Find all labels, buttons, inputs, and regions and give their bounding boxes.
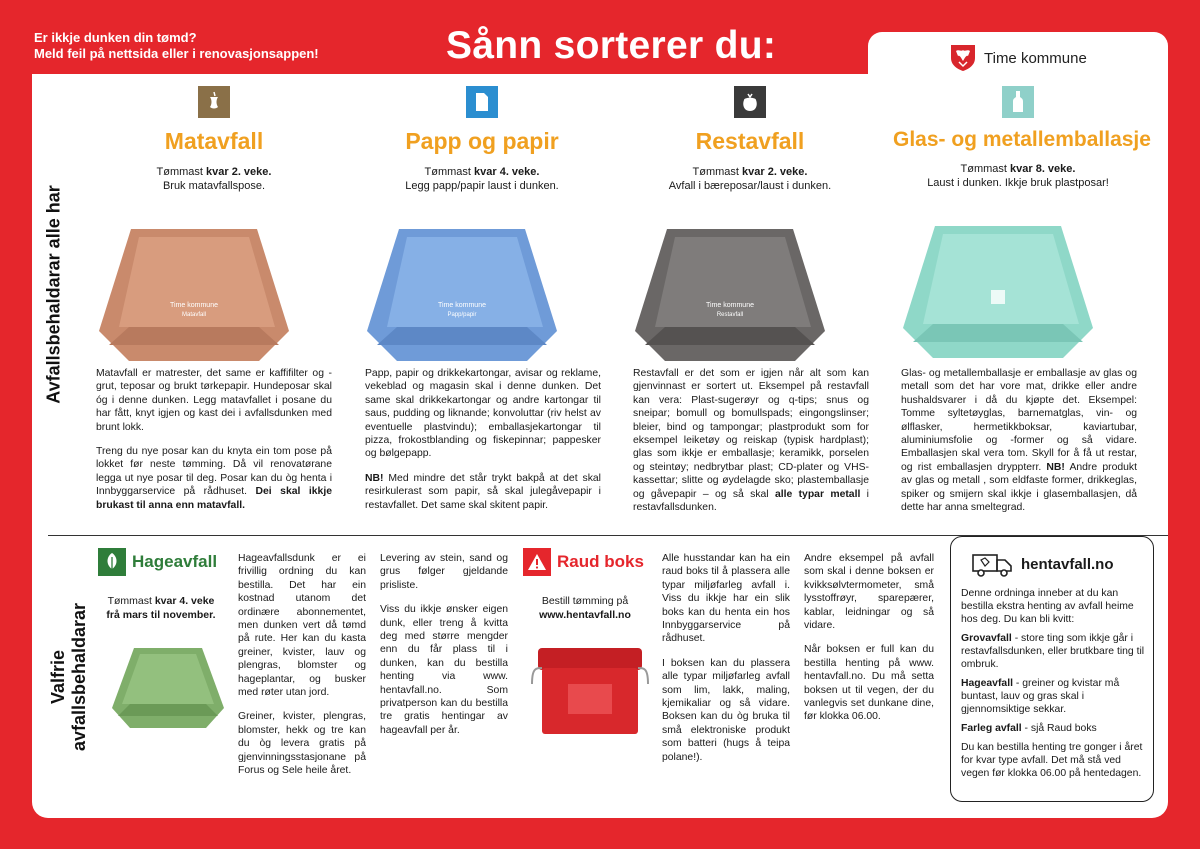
freq-prefix: Tømmast (692, 166, 743, 178)
bottle-icon (1002, 86, 1034, 118)
leaf-icon (98, 548, 126, 576)
category-frequency (893, 162, 1143, 190)
text-span: Restavfall er det som er igjen når alt som kan gjenvinnast er sortert ut. Eksempel på restavfall kan vera: Plast-sugerøyr og q-tips; snus og sneipar; bomull og bomullspads; eingongslinser; bleier, bind og tampongar; plastprodukt som for eksempel leiketøy og reiskap (typisk hardplast); glas som ikkje er emballasje; keramikk, porselen og steintøy; nedbrytbar plast; CD-plater og VHS-kassettar; slitte og øydelagde sko; plastemballasje og gåvepapir – og så skal (633, 368, 869, 500)
bin-lid-image (357, 223, 567, 363)
freq-bold: kvar 2. veke. (206, 166, 272, 178)
category-papp-papir-text (365, 367, 601, 523)
text-span: i restavfallsdunken. (633, 488, 869, 514)
warning-icon (523, 548, 551, 576)
raudboks-order (520, 594, 650, 622)
paragraph: Du kan bestilla henting tre gonger i året for kvar type avfall. Det må stå ved vegen før klokka 06.00 på hentedagen. (961, 742, 1143, 779)
section-label-bottom-line2: avfallsbehaldarar (69, 602, 89, 752)
garden-bin-image (104, 642, 232, 734)
bin-label-2: Restavfall (716, 312, 744, 318)
raudboks-text-2 (804, 552, 934, 735)
hentavfall-box (950, 536, 1154, 802)
crest-icon (948, 42, 978, 72)
paragraph: Alle husstandar kan ha ein raud boks til å plassera alle typar miljøfarleg avfall i. Viss du ikkje har ein slik boks kan du henta ein hos Innbyggarservice på rådhuset. (662, 553, 790, 645)
hageavfall-title: Hageavfall (132, 552, 218, 571)
text-bold: NB! (1046, 461, 1065, 473)
paragraph: Når boksen er full kan du bestilla henting på www. hentavfall.no. Du må setta boksen ut til vegen, der du vanlegvis set dunkane dine, før klokka 06.00. (804, 644, 934, 723)
category-papp-papir (357, 86, 607, 368)
notice-line-2: Meld feil på nettsida eller i renovasjonsappen! (34, 46, 319, 61)
text-bold: Dei skal ikkje brukast til anna enn matavfall. (96, 486, 332, 511)
freq-bold: frå mars til november. (106, 609, 216, 621)
bin-label-1: Time kommune (706, 302, 754, 309)
section-label-bottom (48, 592, 90, 762)
brand-name: Time kommune (984, 50, 1087, 67)
text-span: Andre produkt av glas og metall , som eldfaste former, drikkeglas, spiker og smijern skal ikkje i glasemballasjen, då dette har anna smeltegrad. (901, 461, 1137, 514)
text-span: Glas- og metallemballasje er emballasje av glas og metall som det har vore mat, drikke eller andre hushaldsvarer i då du kjøpte det. Eksempel: Tomme syltetøyglas, barnematglas, vin- og ølflasker, hermetikkboksar, kaviartubar, aluminiumsfolie og -former og så vidare. Emballasjen skal vera tom. Skyll for å få ut restar, og rist emballasjen dryppterr. (901, 368, 1137, 473)
hageavfall-text-1 (238, 552, 366, 789)
freq-prefix: Tømmast (960, 163, 1011, 175)
paragraph (96, 445, 332, 512)
hentavfall-text (961, 587, 1145, 786)
page-title: Sånn sorterer du: (446, 24, 777, 67)
paragraph: Greiner, kvister, plengras, blomster, hekk og tre kan du òg levera gratis på gjenvinningsstasjonane på Forus og Sele heile året. (238, 711, 366, 777)
freq-bold: kvar 4. veke (154, 595, 215, 607)
category-instruction: Legg papp/papir laust i dunken. (405, 180, 559, 192)
freq-prefix: Tømmast (156, 166, 207, 178)
paragraph (633, 367, 869, 514)
category-matavfall (89, 86, 339, 368)
category-title: Matavfall (164, 128, 264, 154)
bin-lid-image (625, 223, 835, 363)
hentavfall-header (971, 549, 1153, 579)
raudboks-title: Raud boks (557, 552, 644, 571)
category-glas-metall (893, 86, 1151, 365)
freq-bold: kvar 2. veke. (742, 166, 808, 178)
bin-label-1: Time kommune (438, 302, 486, 309)
delivery-truck-icon (971, 549, 1015, 579)
bin-lid-image (89, 223, 299, 363)
text-span: Med mindre det står trykt bakpå at det skal resirkulerast som papir, så skal julegåvepapir i restavfallet. Det same skal skitent papir. (365, 472, 601, 511)
paragraph: Viss du ikkje ønsker eigen dunk, eller treng å kvitta deg med større mengder enn du får plass til i dunken, kan du bestilla henting via www. hentavfall.no. Som privatperson kan du bestilla tre gratis hentingar av hageavfall per år. (380, 604, 508, 736)
apple-core-icon (198, 86, 230, 118)
category-instruction: Laust i dunken. Ikkje bruk plastposar! (927, 177, 1109, 189)
text-span: - greiner og kvistar må buntast, lauv og gras skal i gjennomsiktige sekkar. (961, 678, 1120, 715)
category-title: Restavfall (695, 128, 805, 154)
notice-line-1: Er ikkje dunken din tømd? (34, 30, 197, 45)
paragraph: Matavfall er matrester, det same er kaffifilter og -grut, teposar og brukt tørkepapir. Hundeposar skal óg i denne dunken. Legg matavfallet i posane du har fått, knyt igjen og kast dei i avfallsdunken med brunt lokk. (96, 368, 332, 433)
paragraph (365, 472, 601, 512)
paragraph (961, 722, 1145, 735)
paper-icon (466, 86, 498, 118)
hentavfall-title: hentavfall.no (1021, 555, 1114, 573)
paragraph: Papp, papir og drikkekartongar, avisar og reklame, vekeblad og magasin skal i denne dunken. Det same skal drikkekartongar og andre kartongar til saus, pudding og liknande; konvoluttar (riv helst av eventuelle plastvindu); emballasjekartongar til pizza, frokostblanding og fiskepinnar; pappesker og bølgepapp. (365, 368, 601, 460)
category-instruction: Bruk matavfallspose. (162, 180, 266, 192)
text-bold: alle typar metall (774, 488, 861, 500)
paragraph (901, 367, 1137, 514)
category-frequency (89, 165, 339, 193)
category-frequency (625, 165, 875, 193)
bin-lid-image (893, 220, 1103, 360)
paragraph: Andre eksempel på avfall som skal i denne boksen er kvikksølvtermometer, små lysstoffrøyr, sparepærer, kablar, leidningar og så vidare. (804, 553, 934, 632)
category-restavfall (625, 86, 875, 368)
notice-text (34, 30, 319, 62)
text-bold: Farleg avfall (961, 723, 1022, 734)
category-matavfall-text (96, 367, 332, 523)
freq-prefix: Tømmast (107, 595, 155, 607)
freq-bold: kvar 4. veke. (474, 166, 540, 178)
bin-label-1: Time kommune (170, 302, 218, 309)
category-title: Papp og papir (405, 128, 559, 154)
section-label-bottom-line1: Valfrie (48, 649, 68, 705)
raudboks-tag (523, 548, 644, 576)
section-label-top: Avfallsbehaldarar alle har (43, 185, 64, 404)
bin-label-2: Matavfall (181, 312, 207, 318)
text-span: - store ting som ikkje går i restavfallsdunken, eller brutkbare ting til ombruk. (961, 633, 1145, 670)
paragraph (961, 632, 1145, 671)
category-instruction: Avfall i bæreposar/laust i dunken. (668, 180, 832, 192)
text-bold: Grovavfall (961, 633, 1012, 644)
text-span: Treng du nye posar kan du knyta ein tom pose på lokket før neste tømming. Då vil renovatørane legga ut nye posar til deg. Posar kan du òg henta i Innbyggarservice på rådhuset. (96, 446, 332, 498)
paragraph: Denne ordninga inneber at du kan bestilla ekstra henting av avfall heime hos deg. Du kan bli kvitt: (961, 588, 1134, 625)
paragraph: Hageavfallsdunk er ei frivillig ordning du kan bestilla. Det har ein kostnad utanom det ordinære abonnementet, men dunken vert då tømd på rute. Her kan du kasta greiner, kvister, lauv og plengras, blomster og hageplantar, og busker med røter utan jord. (238, 553, 366, 699)
paragraph (961, 677, 1145, 716)
hageavfall-tag (98, 548, 217, 576)
text-span: - sjå Raud boks (1021, 723, 1097, 734)
order-line: Bestill tømming på (541, 595, 629, 607)
trash-bag-icon (734, 86, 766, 118)
paragraph: I boksen kan du plassera alle typar miljøfarleg avfall som lim, lakk, maling, kjemikaliar og så vidare. Boksen kan du òg bruka til små elektroniske produkt som batteri (hugs å teipa polane!). (662, 657, 790, 763)
freq-bold: kvar 8. veke. (1010, 163, 1076, 175)
paragraph: Levering av stein, sand og grus følger gjeldande prisliste. (380, 553, 508, 591)
category-glas-metall-text (901, 367, 1137, 525)
red-box-image (528, 638, 652, 742)
text-bold: NB! (365, 472, 384, 484)
text-bold: Hageavfall (961, 678, 1013, 689)
bin-label-2: Papp/papir (447, 312, 477, 318)
category-restavfall-text (633, 367, 869, 525)
raudboks-text-1 (662, 552, 790, 775)
order-link: www.hentavfall.no (539, 609, 631, 621)
category-title: Glas- og metallemballasje (893, 128, 1151, 151)
category-frequency (357, 165, 607, 193)
hageavfall-text-2 (380, 552, 508, 748)
freq-prefix: Tømmast (424, 166, 475, 178)
hageavfall-frequency (96, 594, 226, 622)
